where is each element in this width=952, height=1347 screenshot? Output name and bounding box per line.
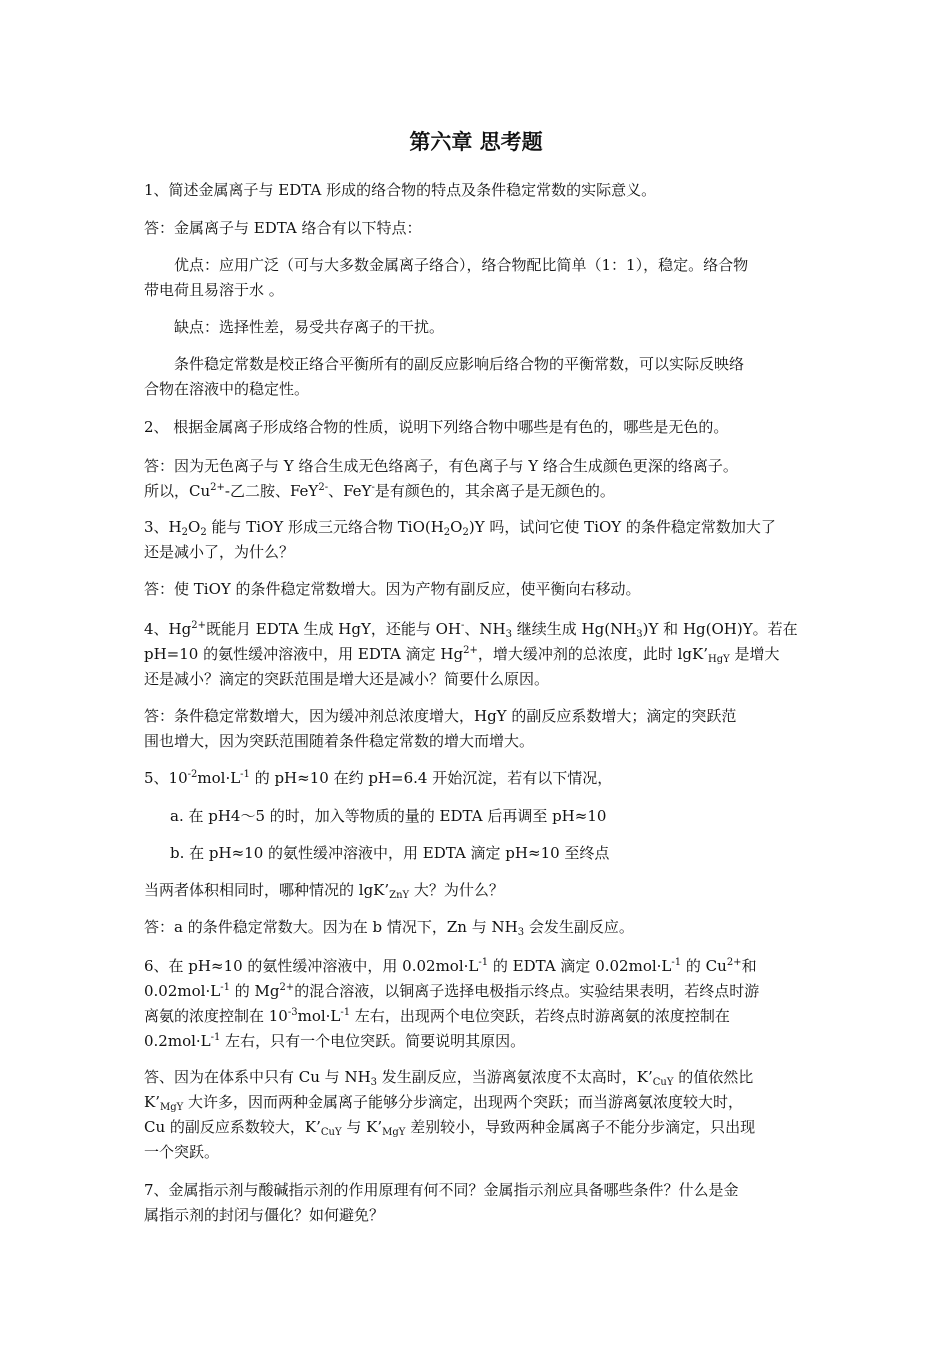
question-line: pH=10 的氨性缓冲溶液中，用 EDTA 滴定 $Hg^{2+}$，增大缓冲剂的总浓度，此时 $\lg K’_{HgY}$ 是增大 — [144, 645, 780, 665]
answer-line: 答：a 的条件稳定常数大。因为在 b 情况下，Zn 与 $NH_3$ 会发生副反应。 — [144, 918, 634, 938]
question-line: 6、在 pH≈10 的氨性缓冲溶液中，用 $0.02mol\cdot L^{-1}$ 的 EDTA 滴定 $0.02mol\cdot L^{-1}$ 的 $Cu^{2+}$和 — [144, 957, 757, 975]
question-line: 属指示剂的封闭与僵化？如何避免？ — [144, 1206, 385, 1224]
question-line: 4、$Hg^{2+}$既能月 EDTA 生成 HgY，还能与 OH-、$NH_3$ 继续生成 $Hg(NH_3)Y$ 和 Hg(OH)Y。若在 — [144, 620, 798, 640]
answer-line: 条件稳定常数是校正络合平衡所有的副反应影响后络合物的平衡常数，可以实际反映络 — [174, 355, 745, 373]
answer-6 — [144, 1065, 812, 1165]
question-line: 离氨的浓度控制在 $10^{-3}mol\cdot L^{-1}$ 左右，出现两个电位突跃，若终点时游离氨的浓度控制在 — [144, 1007, 730, 1025]
option-line: a. 在 pH4～5 的时，加入等物质的量的 EDTA 后再调至 pH≈10 — [170, 807, 607, 825]
answer-line: 围也增大，因为突跃范围随着条件稳定常数的增大而增大。 — [144, 732, 535, 750]
question-line: 7、金属指示剂与酸碱指示剂的作用原理有何不同？金属指示剂应具备哪些条件？什么是金 — [144, 1181, 739, 1199]
answer-line: 合物在溶液中的稳定性。 — [144, 380, 310, 398]
answer-1-advantages — [144, 253, 812, 303]
answer-line: 答：条件稳定常数增大，因为缓冲剂总浓度增大，HgY 的副反应系数增大；滴定的突跃范 — [144, 707, 737, 725]
answer-line: 答、因为在体系中只有 Cu 与 $NH_3$ 发生副反应，当游离氨浓度不太高时，$K’_{CuY}$ 的值依然比 — [144, 1068, 754, 1088]
question-5-option-a — [144, 804, 812, 829]
question-7 — [144, 1178, 812, 1228]
question-line: 还是减小了，为什么？ — [144, 543, 295, 561]
page-title: 第六章 思考题 — [409, 130, 543, 154]
answer-line: $K’_{MgY}$ 大许多，因而两种金属离子能够分步滴定，出现两个突跃；而当游离氨浓度较大时， — [144, 1093, 744, 1113]
answer-line: 带电荷且易溶于水 。 — [144, 281, 284, 299]
answer-1-disadvantages — [144, 315, 812, 340]
question-5-option-b — [144, 841, 812, 866]
answer-2 — [144, 454, 812, 504]
question-line: 5、$10^{-2}mol\cdot L^{-1}$ 的 pH≈10 在约 pH=6.4 开始沉淀，若有以下情况， — [144, 769, 613, 787]
question-4 — [144, 617, 812, 692]
question-line: 还是减小？滴定的突跃范围是增大还是减小？简要什么原因。 — [144, 670, 550, 688]
answer-line: 缺点：选择性差，易受共存离子的干扰。 — [174, 318, 445, 336]
answer-3 — [144, 577, 812, 602]
answer-line: 所以，$Cu^{2+}-$乙二胺、FeY$^{2-}$、FeY-是有颜色的，其余离子是无颜色的。 — [144, 482, 615, 500]
answer-line: 一个突跃。 — [144, 1143, 220, 1161]
option-line: b. 在 pH≈10 的氨性缓冲溶液中，用 EDTA 滴定 pH≈10 至终点 — [170, 844, 610, 862]
answer-line: 答：因为无色离子与 Y 络合生成无色络离子，有色离子与 Y 络合生成颜色更深的络离子。 — [144, 457, 738, 475]
question-2 — [144, 415, 812, 440]
answer-1-intro — [144, 216, 812, 241]
answer-4 — [144, 704, 812, 754]
answer-5 — [144, 915, 812, 940]
question-line: 当两者体积相同时，哪种情况的 $\lg K’_{ZnY}$ 大？为什么？ — [144, 881, 504, 901]
question-6 — [144, 954, 812, 1054]
answer-line: Cu 的副反应系数较大，$K’_{CuY}$ 与 $K’_{MgY}$ 差别较小，导致两种金属离子不能分步滴定，只出现 — [144, 1118, 756, 1138]
question-line: $0.02mol\cdot L^{-1}$ 的 $Mg^{2+}$的混合溶液，以铜离子选择电极指示终点。实验结果表明，若终点时游 — [144, 982, 760, 1000]
question-1 — [144, 178, 812, 203]
question-3 — [144, 515, 812, 565]
question-5 — [144, 766, 812, 791]
question-line: $0.2mol\cdot L^{-1}$ 左右，只有一个电位突跃。简要说明其原因。 — [144, 1032, 526, 1050]
question-5-ask — [144, 878, 812, 903]
answer-line: 优点：应用广泛（可与大多数金属离子络合），络合物配比简单（1：1），稳定。络合物 — [174, 256, 749, 274]
question-1-line: 1、简述金属离子与 EDTA 形成的络合物的特点及条件稳定常数的实际意义。 — [144, 181, 657, 199]
question-line: 3、$H_2O_2$ 能与 TiOY 形成三元络合物 $TiO(H_2O_2)Y$ 吗，试问它使 TiOY 的条件稳定常数加大了 — [144, 518, 776, 538]
question-line: 2、 根据金属离子形成络合物的性质，说明下列络合物中哪些是有色的，哪些是无色的。 — [144, 418, 729, 436]
answer-line: 答：使 TiOY 的条件稳定常数增大。因为产物有副反应，使平衡向右移动。 — [144, 580, 641, 598]
answer-line: 答：金属离子与 EDTA 络合有以下特点： — [144, 219, 422, 237]
answer-1-conditional-constant — [144, 352, 812, 402]
